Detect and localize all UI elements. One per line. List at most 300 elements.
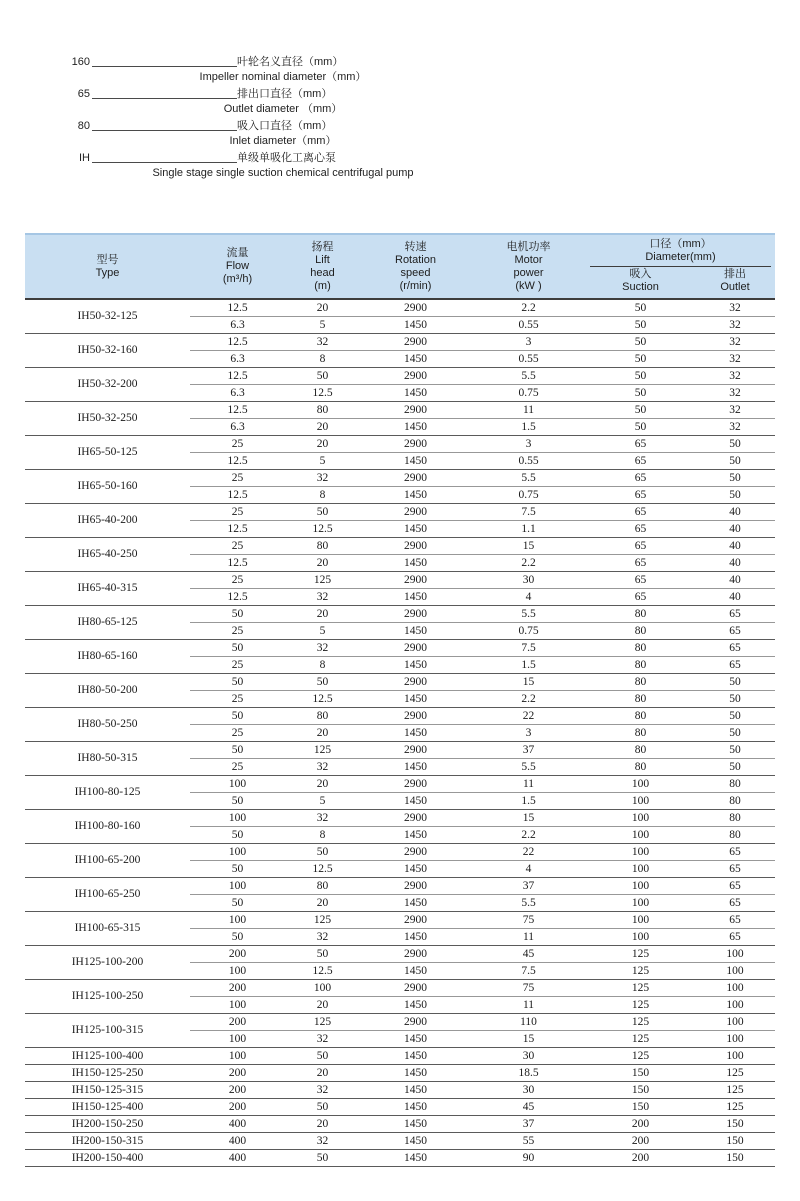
table-row: [25, 605, 775, 622]
table-row: [25, 401, 775, 418]
spec-value-cell: 50: [231, 794, 244, 807]
spec-value-cell: 50: [729, 488, 741, 501]
spec-value-cell: 50: [190, 605, 285, 622]
spec-value-cell: 1450: [404, 624, 427, 637]
spec-value-cell: 125: [695, 1064, 775, 1081]
spec-value-cell: 50: [586, 333, 695, 350]
header-power-cn: 电机功率: [506, 240, 551, 253]
spec-value-cell: 100: [228, 964, 247, 977]
spec-value-cell: 5.5: [521, 896, 536, 909]
spec-value-cell: 5: [319, 454, 326, 467]
spec-value-cell: 125: [631, 1032, 650, 1045]
spec-value-cell: 22: [471, 707, 586, 724]
table-row: [25, 911, 775, 928]
spec-value-cell: 100: [285, 979, 360, 996]
spec-value-cell: 0.75: [518, 624, 539, 637]
legend-code: 65: [77, 88, 90, 100]
spec-value-cell: 55: [471, 1132, 586, 1149]
spec-value-cell: 8: [319, 828, 326, 841]
spec-value-cell: 125: [631, 964, 650, 977]
header-power-unit: (kW ): [515, 279, 542, 292]
spec-value-cell: 5.5: [471, 469, 586, 486]
spec-value-cell: 0.55: [518, 454, 539, 467]
spec-value-cell: 65: [634, 522, 647, 535]
spec-value-cell: 80: [285, 707, 360, 724]
spec-value-cell: 200: [190, 1013, 285, 1030]
spec-value-cell: 12.5: [190, 367, 285, 384]
table-row: [25, 1013, 775, 1030]
col-header-flow: [190, 234, 285, 299]
spec-value-cell: 18.5: [471, 1064, 586, 1081]
spec-value-cell: 12.5: [227, 556, 248, 569]
spec-value-cell: 100: [631, 794, 650, 807]
spec-value-cell: 80: [634, 624, 647, 637]
spec-value-cell: 15: [471, 673, 586, 690]
spec-value-cell: 32: [729, 318, 741, 331]
spec-value-cell: 200: [586, 1115, 695, 1132]
spec-value-cell: 30: [471, 571, 586, 588]
spec-value-cell: 80: [586, 673, 695, 690]
spec-value-cell: 80: [586, 707, 695, 724]
spec-value-cell: 6.3: [230, 352, 245, 365]
spec-value-cell: 50: [285, 945, 360, 962]
spec-value-cell: 5: [319, 624, 326, 637]
spec-value-cell: 5.5: [471, 605, 586, 622]
pump-type-cell: IH150-125-400: [25, 1098, 190, 1115]
pump-type-cell: IH80-50-315: [25, 741, 190, 775]
spec-value-cell: 12.5: [312, 862, 333, 875]
spec-value-cell: 50: [231, 828, 244, 841]
table-row: [25, 1047, 775, 1064]
col-header-outlet: [695, 268, 775, 299]
spec-value-cell: 1450: [404, 658, 427, 671]
pump-type-cell: IH100-80-125: [25, 775, 190, 809]
table-row: [25, 979, 775, 996]
spec-value-cell: 2900: [360, 367, 471, 384]
table-row: [25, 809, 775, 826]
spec-value-cell: 1450: [404, 1032, 427, 1045]
spec-value-cell: 100: [190, 911, 285, 928]
legend-label-cn: 吸入口直径（mm）: [237, 120, 333, 132]
spec-value-cell: 2900: [360, 741, 471, 758]
spec-value-cell: 50: [634, 386, 647, 399]
spec-value-cell: 3: [471, 333, 586, 350]
spec-value-cell: 2900: [360, 775, 471, 792]
spec-value-cell: 37: [471, 877, 586, 894]
pump-type-cell: IH65-40-250: [25, 537, 190, 571]
spec-value-cell: 40: [729, 522, 741, 535]
spec-value-cell: 8: [319, 352, 326, 365]
spec-value-cell: 50: [634, 318, 647, 331]
spec-value-cell: 40: [695, 537, 775, 554]
spec-value-cell: 11: [471, 401, 586, 418]
spec-value-cell: 25: [231, 760, 244, 773]
spec-value-cell: 20: [316, 726, 329, 739]
spec-value-cell: 2.2: [521, 556, 536, 569]
header-diameter-en: Diameter(mm): [645, 251, 716, 263]
spec-value-cell: 100: [228, 998, 247, 1011]
spec-value-cell: 2900: [360, 707, 471, 724]
spec-value-cell: 65: [586, 435, 695, 452]
spec-value-cell: 50: [285, 673, 360, 690]
spec-value-cell: 125: [631, 998, 650, 1011]
header-type-en: Type: [95, 266, 120, 279]
spec-value-cell: 65: [634, 590, 647, 603]
spec-value-cell: 2900: [360, 911, 471, 928]
spec-value-cell: 50: [695, 435, 775, 452]
spec-value-cell: 32: [285, 809, 360, 826]
pump-type-cell: IH80-50-200: [25, 673, 190, 707]
spec-value-cell: 200: [190, 979, 285, 996]
spec-value-cell: 65: [695, 877, 775, 894]
spec-value-cell: 1450: [404, 318, 427, 331]
spec-value-cell: 2900: [360, 571, 471, 588]
spec-value-cell: 20: [285, 1115, 360, 1132]
header-power-en1: Motor: [514, 253, 543, 266]
spec-value-cell: 50: [729, 726, 741, 739]
spec-value-cell: 100: [695, 979, 775, 996]
spec-value-cell: 50: [231, 862, 244, 875]
spec-value-cell: 32: [729, 420, 741, 433]
spec-value-cell: 80: [695, 775, 775, 792]
spec-value-cell: 80: [586, 605, 695, 622]
spec-value-cell: 80: [586, 639, 695, 656]
spec-value-cell: 12.5: [190, 333, 285, 350]
spec-value-cell: 50: [634, 420, 647, 433]
legend-item-outlet: [40, 86, 526, 117]
spec-value-cell: 1450: [404, 386, 427, 399]
spec-value-cell: 1450: [404, 488, 427, 501]
spec-value-cell: 20: [316, 998, 329, 1011]
spec-value-cell: 32: [285, 469, 360, 486]
spec-value-cell: 20: [316, 420, 329, 433]
spec-value-cell: 1450: [404, 930, 427, 943]
legend-item-series: [40, 150, 526, 181]
spec-value-cell: 25: [190, 469, 285, 486]
spec-value-cell: 50: [729, 760, 741, 773]
spec-value-cell: 12.5: [312, 692, 333, 705]
table-row: [25, 843, 775, 860]
spec-value-cell: 11: [522, 930, 535, 943]
table-row: [25, 1115, 775, 1132]
spec-value-cell: 32: [316, 590, 329, 603]
table-row: [25, 673, 775, 690]
spec-value-cell: 50: [695, 469, 775, 486]
spec-value-cell: 5: [319, 318, 326, 331]
spec-value-cell: 100: [190, 775, 285, 792]
spec-value-cell: 100: [190, 1047, 285, 1064]
spec-value-cell: 100: [726, 1032, 744, 1045]
spec-value-cell: 32: [695, 401, 775, 418]
spec-value-cell: 11: [522, 998, 535, 1011]
pump-type-cell: IH125-100-200: [25, 945, 190, 979]
pump-type-cell: IH100-65-250: [25, 877, 190, 911]
spec-value-cell: 2900: [360, 945, 471, 962]
spec-value-cell: 1450: [360, 1149, 471, 1166]
table-row: [25, 741, 775, 758]
spec-value-cell: 125: [285, 741, 360, 758]
spec-value-cell: 6.3: [230, 420, 245, 433]
header-flow-en: Flow: [225, 260, 250, 272]
spec-value-cell: 80: [695, 809, 775, 826]
spec-value-cell: 2.2: [471, 299, 586, 316]
spec-value-cell: 0.75: [518, 488, 539, 501]
spec-value-cell: 7.5: [471, 503, 586, 520]
spec-value-cell: 80: [634, 692, 647, 705]
spec-value-cell: 32: [729, 352, 741, 365]
spec-value-cell: 25: [190, 503, 285, 520]
spec-value-cell: 32: [316, 760, 329, 773]
spec-value-cell: 32: [285, 1132, 360, 1149]
spec-value-cell: 32: [316, 930, 329, 943]
legend-label-cn: 单级单吸化工离心泵: [237, 152, 336, 164]
spec-value-cell: 65: [729, 624, 741, 637]
spec-value-cell: 2900: [360, 843, 471, 860]
spec-value-cell: 65: [634, 454, 647, 467]
legend-label-en: Single stage single suction chemical centrifugal pump: [152, 167, 414, 179]
spec-value-cell: 1450: [404, 692, 427, 705]
spec-value-cell: 1450: [404, 590, 427, 603]
table-row: [25, 571, 775, 588]
table-row: [25, 1098, 775, 1115]
spec-value-cell: 50: [285, 503, 360, 520]
pump-type-cell: IH50-32-160: [25, 333, 190, 367]
spec-value-cell: 125: [285, 571, 360, 588]
spec-value-cell: 65: [729, 930, 741, 943]
legend-code: 160: [71, 56, 90, 68]
spec-value-cell: 40: [729, 590, 741, 603]
spec-value-cell: 0.75: [518, 386, 539, 399]
spec-value-cell: 5.5: [471, 367, 586, 384]
legend-label-cn: 叶轮名义直径（mm）: [237, 56, 344, 68]
spec-value-cell: 1450: [404, 828, 427, 841]
spec-value-cell: 50: [190, 673, 285, 690]
spec-value-cell: 2900: [360, 401, 471, 418]
spec-value-cell: 25: [190, 537, 285, 554]
col-header-type: [25, 234, 190, 299]
spec-value-cell: 80: [285, 537, 360, 554]
table-header: [25, 234, 775, 299]
col-header-motor-power: [471, 234, 586, 299]
spec-value-cell: 1450: [404, 794, 427, 807]
header-suction-cn: 吸入: [629, 268, 652, 280]
pump-spec-table: [25, 233, 775, 1167]
spec-value-cell: 100: [695, 945, 775, 962]
spec-value-cell: 125: [586, 945, 695, 962]
spec-value-cell: 100: [631, 862, 650, 875]
header-flow-unit: (m³/h): [222, 273, 253, 285]
table-row: [25, 775, 775, 792]
col-header-lift-head: [285, 234, 360, 299]
spec-value-cell: 11: [471, 775, 586, 792]
legend-item-inlet: [40, 118, 526, 149]
pump-type-cell: IH125-100-400: [25, 1047, 190, 1064]
spec-value-cell: 100: [631, 896, 650, 909]
legend-item-impeller: [40, 54, 526, 85]
spec-value-cell: 6.3: [230, 318, 245, 331]
legend-rule-line: [92, 130, 237, 131]
spec-value-cell: 65: [729, 862, 741, 875]
pump-type-cell: IH80-65-160: [25, 639, 190, 673]
spec-value-cell: 7.5: [521, 964, 536, 977]
pump-type-cell: IH100-65-200: [25, 843, 190, 877]
spec-value-cell: 50: [285, 367, 360, 384]
table-row: [25, 1081, 775, 1098]
col-header-rotation-speed: [360, 234, 471, 299]
spec-value-cell: 45: [471, 945, 586, 962]
spec-value-cell: 125: [586, 1047, 695, 1064]
spec-value-cell: 1450: [360, 1098, 471, 1115]
header-speed-en1: Rotation: [395, 253, 436, 266]
spec-value-cell: 32: [285, 333, 360, 350]
header-suction-en: Suction: [622, 281, 659, 293]
spec-value-cell: 15: [522, 1032, 535, 1045]
spec-value-cell: 80: [729, 794, 741, 807]
spec-value-cell: 12.5: [190, 401, 285, 418]
spec-value-cell: 7.5: [471, 639, 586, 656]
spec-value-cell: 2900: [360, 605, 471, 622]
pump-type-cell: IH80-65-125: [25, 605, 190, 639]
spec-value-cell: 50: [231, 896, 244, 909]
spec-value-cell: 2900: [360, 299, 471, 316]
spec-value-cell: 400: [190, 1115, 285, 1132]
col-header-suction: [586, 268, 695, 299]
table-row: [25, 299, 775, 316]
spec-value-cell: 50: [285, 843, 360, 860]
pump-type-cell: IH50-32-200: [25, 367, 190, 401]
spec-value-cell: 125: [586, 1013, 695, 1030]
spec-value-cell: 12.5: [227, 522, 248, 535]
header-power-en2: power: [513, 266, 544, 279]
spec-value-cell: 32: [695, 299, 775, 316]
legend-rule-line: [92, 98, 237, 99]
pump-type-cell: IH200-150-400: [25, 1149, 190, 1166]
spec-value-cell: 20: [316, 896, 329, 909]
spec-value-cell: 80: [285, 401, 360, 418]
spec-value-cell: 12.5: [227, 454, 248, 467]
header-speed-en2: speed: [400, 266, 431, 279]
spec-value-cell: 65: [634, 488, 647, 501]
spec-value-cell: 75: [471, 911, 586, 928]
spec-value-cell: 30: [471, 1081, 586, 1098]
spec-value-cell: 150: [695, 1115, 775, 1132]
spec-value-cell: 2.2: [521, 828, 536, 841]
spec-value-cell: 100: [726, 964, 744, 977]
spec-value-cell: 50: [190, 639, 285, 656]
table-row: [25, 503, 775, 520]
spec-value-cell: 50: [285, 1098, 360, 1115]
pump-type-cell: IH125-100-250: [25, 979, 190, 1013]
spec-value-cell: 0.55: [518, 318, 539, 331]
spec-value-cell: 12.5: [190, 299, 285, 316]
spec-value-cell: 22: [471, 843, 586, 860]
spec-value-cell: 40: [695, 503, 775, 520]
table-row: [25, 537, 775, 554]
table-body: [25, 299, 775, 1166]
spec-value-cell: 100: [695, 1013, 775, 1030]
spec-value-cell: 150: [586, 1064, 695, 1081]
pump-type-cell: IH50-32-125: [25, 299, 190, 333]
spec-value-cell: 200: [190, 945, 285, 962]
spec-value-cell: 1450: [404, 556, 427, 569]
legend-label-en: Impeller nominal diameter（mm）: [199, 71, 367, 83]
legend-code: IH: [79, 152, 90, 164]
spec-value-cell: 2900: [360, 673, 471, 690]
spec-value-cell: 5: [319, 794, 326, 807]
table-row: [25, 945, 775, 962]
spec-value-cell: 150: [695, 1132, 775, 1149]
spec-value-cell: 40: [729, 556, 741, 569]
spec-value-cell: 100: [726, 998, 744, 1011]
pump-type-cell: IH150-125-250: [25, 1064, 190, 1081]
spec-value-cell: 2.2: [521, 692, 536, 705]
spec-value-cell: 1450: [360, 1132, 471, 1149]
spec-value-cell: 3: [471, 435, 586, 452]
header-outlet-en: Outlet: [720, 281, 750, 293]
spec-value-cell: 200: [190, 1064, 285, 1081]
spec-value-cell: 65: [586, 503, 695, 520]
spec-value-cell: 80: [634, 726, 647, 739]
spec-value-cell: 1.5: [521, 658, 536, 671]
spec-value-cell: 80: [586, 741, 695, 758]
spec-value-cell: 100: [695, 1047, 775, 1064]
header-diameter-cn: 口径（mm）: [649, 238, 712, 250]
spec-value-cell: 40: [695, 571, 775, 588]
spec-value-cell: 90: [471, 1149, 586, 1166]
header-speed-cn: 转速: [404, 240, 427, 253]
spec-value-cell: 125: [695, 1081, 775, 1098]
spec-value-cell: 100: [586, 877, 695, 894]
spec-value-cell: 50: [586, 367, 695, 384]
pump-type-cell: IH200-150-250: [25, 1115, 190, 1132]
pump-type-cell: IH50-32-250: [25, 401, 190, 435]
spec-value-cell: 80: [285, 877, 360, 894]
pump-type-cell: IH125-100-315: [25, 1013, 190, 1047]
spec-value-cell: 65: [695, 843, 775, 860]
table-row: [25, 877, 775, 894]
table-row: [25, 333, 775, 350]
spec-value-cell: 2900: [360, 979, 471, 996]
spec-value-cell: 2900: [360, 333, 471, 350]
spec-value-cell: 50: [285, 1047, 360, 1064]
spec-value-cell: 20: [285, 435, 360, 452]
spec-value-cell: 32: [695, 367, 775, 384]
spec-value-cell: 100: [631, 930, 650, 943]
pump-type-cell: IH65-40-200: [25, 503, 190, 537]
spec-value-cell: 1450: [404, 420, 427, 433]
spec-value-cell: 12.5: [312, 964, 333, 977]
pump-type-cell: IH150-125-315: [25, 1081, 190, 1098]
spec-value-cell: 25: [190, 571, 285, 588]
spec-value-cell: 1450: [360, 1064, 471, 1081]
spec-value-cell: 400: [190, 1132, 285, 1149]
spec-value-cell: 65: [729, 658, 741, 671]
spec-value-cell: 100: [586, 843, 695, 860]
spec-value-cell: 2900: [360, 639, 471, 656]
spec-value-cell: 65: [586, 469, 695, 486]
spec-value-cell: 1450: [404, 964, 427, 977]
spec-value-cell: 125: [695, 1098, 775, 1115]
header-lift-en1: Lift: [315, 253, 330, 266]
legend-label-en: Outlet diameter （mm）: [223, 103, 343, 115]
spec-value-cell: 32: [729, 386, 741, 399]
spec-value-cell: 20: [285, 605, 360, 622]
spec-value-cell: 2900: [360, 469, 471, 486]
spec-value-cell: 32: [285, 639, 360, 656]
pump-type-cell: IH65-50-160: [25, 469, 190, 503]
pump-type-cell: IH65-40-315: [25, 571, 190, 605]
spec-value-cell: 80: [729, 828, 741, 841]
